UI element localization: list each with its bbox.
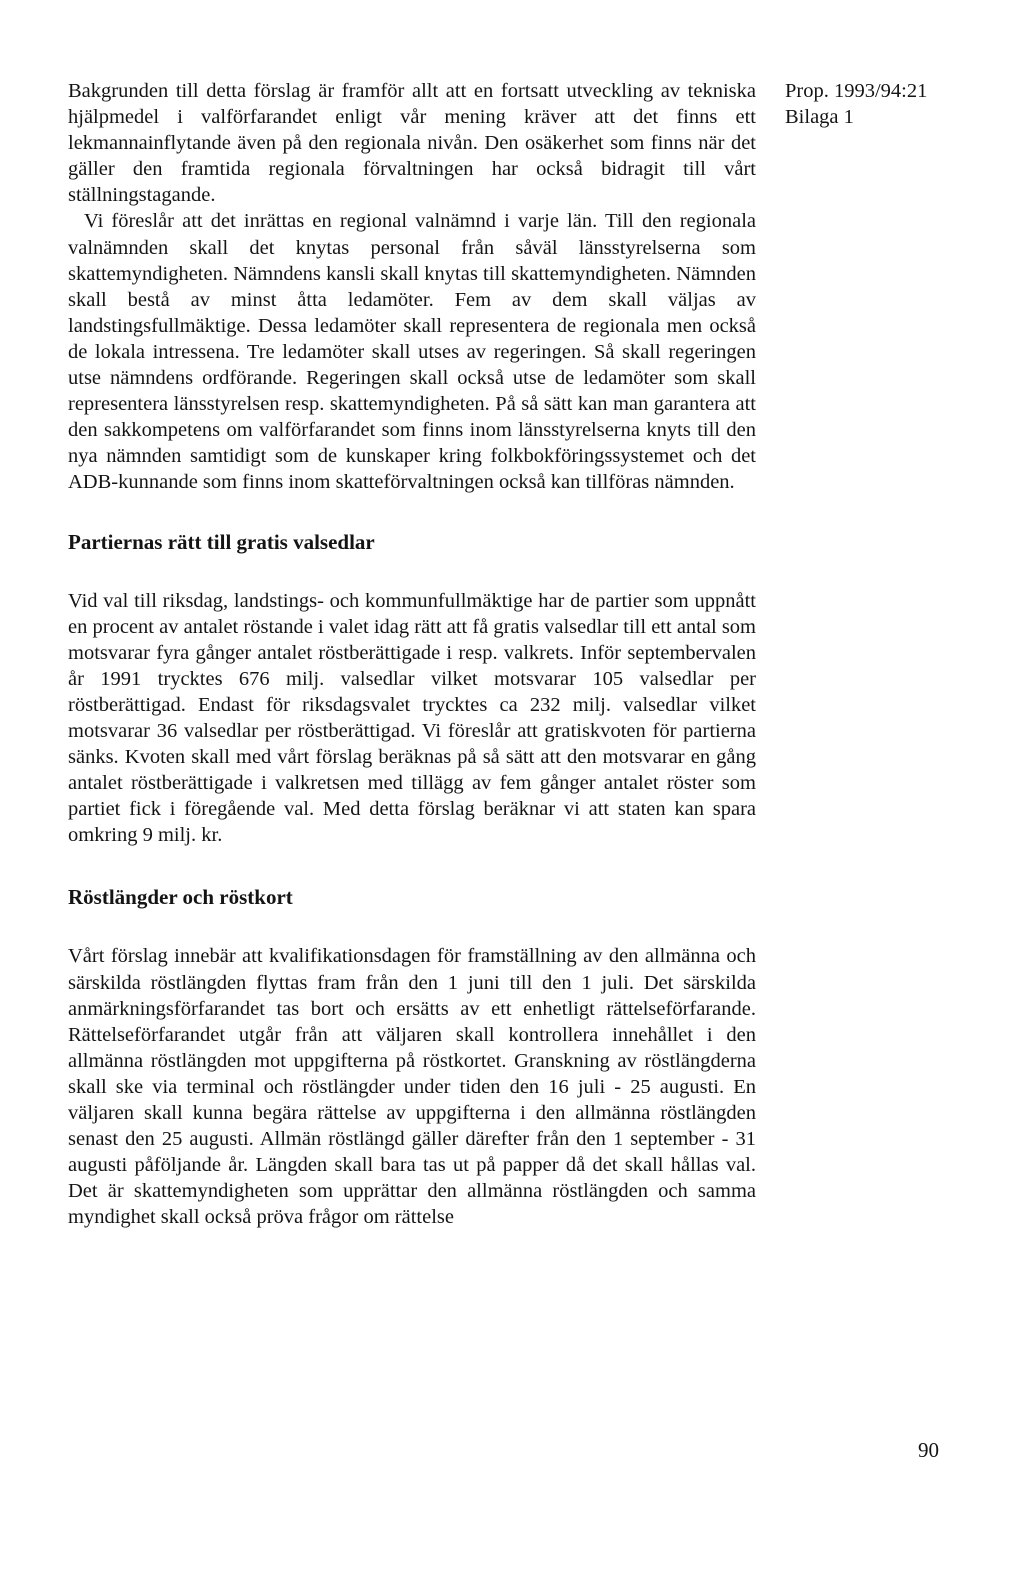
appendix-reference: Bilaga 1 xyxy=(785,106,854,129)
proposition-reference: Prop. 1993/94:21 xyxy=(785,80,928,102)
main-text-column xyxy=(68,78,756,1230)
section-heading-voter-registers: Röstlängder och röstkort xyxy=(68,885,293,910)
paragraph-background: Bakgrunden till detta förslag är framför allt att en fortsatt utveckling av tekniska hjälpmedel i valförfarandet enligt vår mening kräver att det finns ett lekmannainflytande även på den regionala nivån. Den osäkerhet som finns när det gäller den framtida regionala förvaltningen har också bidragit till vårt ställningstagande. xyxy=(68,80,756,207)
paragraph-ballot-papers: Vid val till riksdag, landstings- och kommunfullmäktige har de partier som uppnått en procent av antalet röstande i valet idag rätt att få gratis valsedlar till ett antal som motsvarar fyra gånger antalet röstberättigade i resp. valkrets. Inför septembervalen år 1991 trycktes 676 milj. valsedlar vilket motsvarar 105 valsedlar per röstberättigad. Endast för riksdagsvalet trycktes ca 232 milj. valsedlar vilket motsvarar 36 valsedlar per röstberättigad. Vi föreslår att gratiskvoten för partierna sänks. Kvoten skall med vårt förslag beräknas på så sätt att den motsvarar en gång antalet röstberättigade i valkretsen med tillägg av fem gånger antalet röster som partiet fick i föregående val. Med detta förslag beräknar vi att staten kan spara omkring 9 milj. kr. xyxy=(68,589,756,847)
page-number: 90 xyxy=(918,1438,939,1462)
section-heading-ballot-papers: Partiernas rätt till gratis valsedlar xyxy=(68,529,375,554)
paragraph-voter-registers: Vårt förslag innebär att kvalifikationsdagen för framställning av den allmänna och särskilda röstlängden flyttas fram från den 1 juni till den 1 juli. Det särskilda anmärkningsförfarandet tas bort och ersätts av ett enhetligt rättelseförfarande. Rättelseförfarandet utgår från att väljaren skall kontrollera innehållet i den allmänna röstlängden mot uppgifterna på röstkortet. Granskning av röstlängderna skall ske via terminal och röstlängder under tiden den 16 juli - 25 augusti. En väljaren skall kunna begära rättelse av uppgifterna i den allmänna röstlängden senast den 25 augusti. Allmän röstlängd gäller därefter från den 1 september - 31 augusti påföljande år. Längden skall bara tas ut på papper då det skall hållas val. Det är skattemyndigheten som upprättar den allmänna röstlängden och samma myndighet skall också pröva frågor om rättelse xyxy=(68,945,756,1229)
margin-reference xyxy=(785,78,985,130)
paragraph-regional-election-board: Vi föreslår att det inrättas en regional valnämnd i varje län. Till den regionala valnämnden skall det knytas personal från såväl länsstyrelserna som skattemyndigheten. Nämndens kansli skall knytas till skattemyndigheten. Nämnden skall bestå av minst åtta ledamöter. Fem av dem skall väljas av landstingsfullmäktige. Dessa ledamöter skall representera de regionala men också de lokala intressena. Tre ledamöter skall utses av regeringen. Så skall regeringen utse nämndens ordförande. Regeringen skall också utse de ledamöter som skall representera länsstyrelsen resp. skattemyndigheten. På så sätt kan man garantera att den sakkompetens om valförfarandet som finns inom länsstyrelserna knyts till den nya nämnden samtidigt som de kunskaper kring folkbokföringssystemet och det ADB-kunnande som finns inom skatteförvaltningen också kan tillföras nämnden. xyxy=(68,210,756,494)
